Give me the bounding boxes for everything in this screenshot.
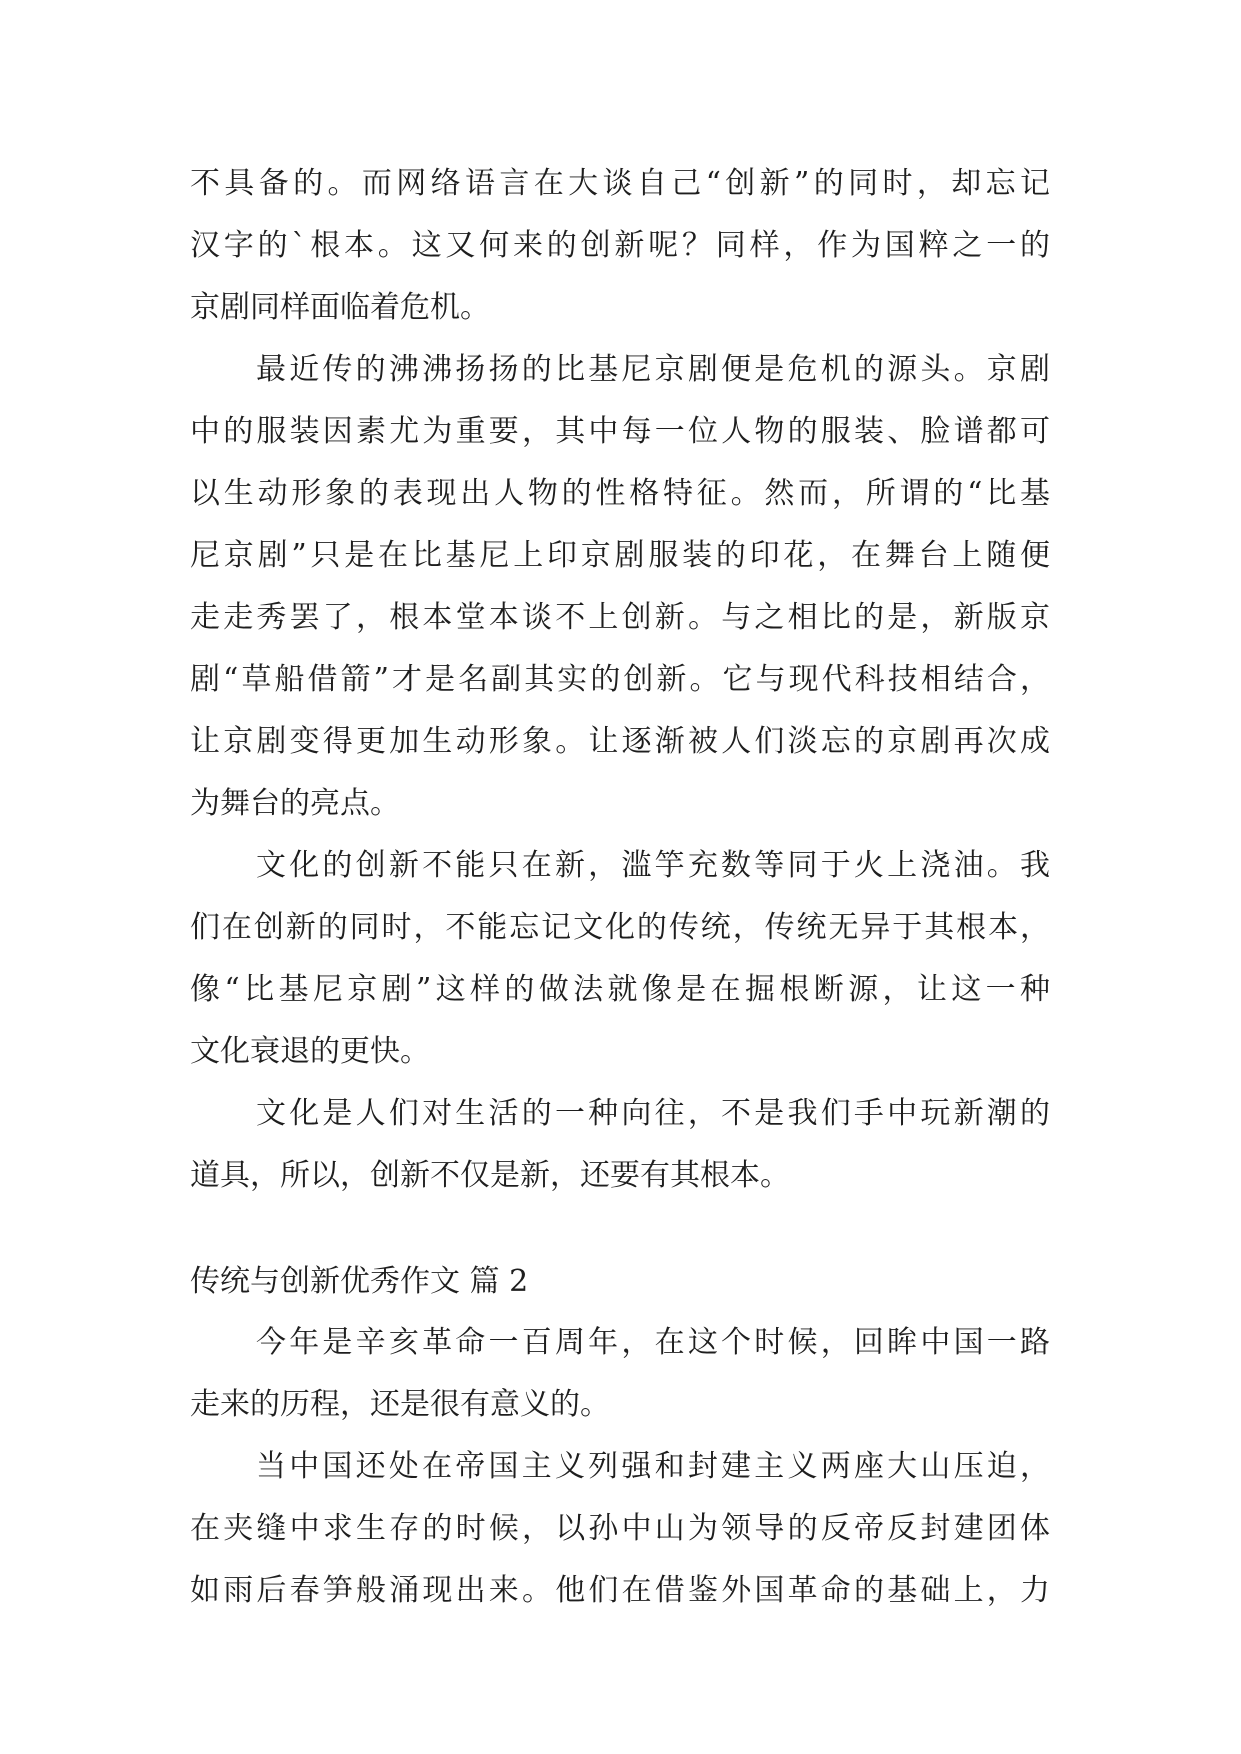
text-line: 文化是人们对生活的一种向往，不是我们手中玩新潮的 (256, 1096, 1050, 1131)
text-line: 道具，所以，创新不仅是新，还要有其根本。 (190, 1158, 790, 1193)
text-line: 为舞台的亮点。 (190, 786, 400, 821)
section-heading: 传统与创新优秀作文 篇 2 (190, 1264, 529, 1299)
text-line: 汉字的`根本。这又何来的创新呢？同样，作为国粹之一的 (190, 228, 1050, 263)
text-line: 如雨后春笋般涌现出来。他们在借鉴外国革命的基础上，力 (190, 1573, 1050, 1608)
text-line: 尼京剧”只是在比基尼上印京剧服装的印花，在舞台上随便 (190, 538, 1050, 573)
text-line: 当中国还处在帝国主义列强和封建主义两座大山压迫， (256, 1449, 1050, 1484)
text-line: 以生动形象的表现出人物的性格特征。然而，所谓的“比基 (190, 476, 1050, 511)
text-line: 不具备的。而网络语言在大谈自己“创新”的同时，却忘记 (190, 166, 1050, 201)
text-line: 今年是辛亥革命一百周年，在这个时候，回眸中国一路 (256, 1325, 1050, 1360)
text-line: 像“比基尼京剧”这样的做法就像是在掘根断源，让这一种 (190, 972, 1050, 1007)
text-line: 最近传的沸沸扬扬的比基尼京剧便是危机的源头。京剧 (256, 352, 1050, 387)
text-line: 剧“草船借箭”才是名副其实的创新。它与现代科技相结合， (190, 662, 1050, 697)
text-line: 文化的创新不能只在新，滥竽充数等同于火上浇油。我 (256, 848, 1050, 883)
text-line: 走走秀罢了，根本堂本谈不上创新。与之相比的是，新版京 (190, 600, 1050, 635)
text-line: 让京剧变得更加生动形象。让逐渐被人们淡忘的京剧再次成 (190, 724, 1050, 759)
text-line: 走来的历程，还是很有意义的。 (190, 1387, 610, 1422)
text-line: 中的服装因素尤为重要，其中每一位人物的服装、脸谱都可 (190, 414, 1050, 449)
text-line: 京剧同样面临着危机。 (190, 290, 490, 325)
text-line: 在夹缝中求生存的时候，以孙中山为领导的反帝反封建团体 (190, 1511, 1050, 1546)
text-line: 文化衰退的更快。 (190, 1034, 430, 1069)
text-line: 们在创新的同时，不能忘记文化的传统，传统无异于其根本， (190, 910, 1050, 945)
